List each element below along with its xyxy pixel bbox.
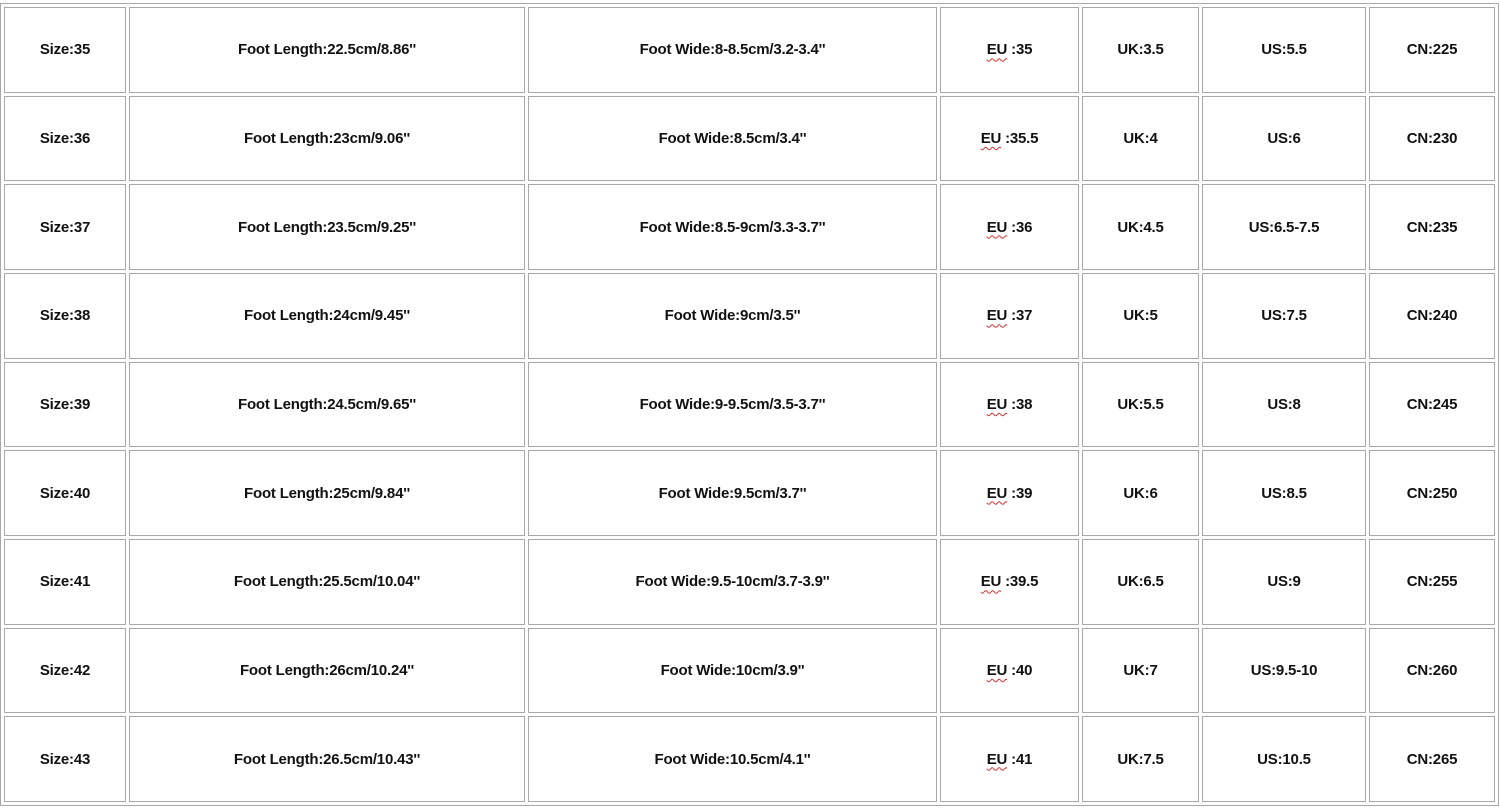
eu-value: :35.5: [1001, 129, 1039, 147]
us-cell: US:8: [1202, 362, 1366, 448]
uk-cell: UK:7: [1082, 628, 1199, 714]
eu-cell: [940, 628, 1079, 714]
eu-value: :37: [1007, 307, 1033, 325]
eu-cell: [940, 362, 1079, 448]
eu-cell: [940, 273, 1079, 359]
eu-cell: [940, 7, 1079, 93]
eu-value: :38: [1007, 395, 1033, 413]
uk-cell: UK:6.5: [1082, 539, 1199, 625]
foot-length-cell: Foot Length:26cm/10.24'': [129, 628, 525, 714]
size-cell: Size:38: [4, 273, 126, 359]
cn-cell: CN:225: [1369, 7, 1495, 93]
eu-label: EU: [980, 573, 1002, 591]
foot-length-cell: Foot Length:24cm/9.45'': [129, 273, 525, 359]
uk-cell: UK:6: [1082, 450, 1199, 536]
eu-label: EU: [986, 218, 1008, 236]
size-cell: Size:37: [4, 184, 126, 270]
uk-cell: UK:4: [1082, 96, 1199, 182]
eu-cell: [940, 450, 1079, 536]
table-row: [4, 628, 1495, 714]
eu-label: EU: [986, 661, 1008, 679]
eu-value: :39: [1007, 484, 1033, 502]
foot-length-cell: Foot Length:22.5cm/8.86'': [129, 7, 525, 93]
eu-label: EU: [986, 395, 1008, 413]
table-row: [4, 184, 1495, 270]
foot-length-cell: Foot Length:25cm/9.84'': [129, 450, 525, 536]
eu-cell: [940, 184, 1079, 270]
uk-cell: UK:5: [1082, 273, 1199, 359]
foot-wide-cell: Foot Wide:10cm/3.9'': [528, 628, 937, 714]
size-cell: Size:39: [4, 362, 126, 448]
cn-cell: CN:265: [1369, 716, 1495, 802]
foot-length-cell: Foot Length:23cm/9.06'': [129, 96, 525, 182]
cn-cell: CN:260: [1369, 628, 1495, 714]
foot-wide-cell: Foot Wide:8-8.5cm/3.2-3.4'': [528, 7, 937, 93]
eu-value: :40: [1007, 661, 1033, 679]
foot-length-cell: Foot Length:23.5cm/9.25'': [129, 184, 525, 270]
cn-cell: CN:235: [1369, 184, 1495, 270]
table-row: [4, 450, 1495, 536]
table-row: [4, 716, 1495, 802]
eu-label: EU: [986, 484, 1008, 502]
eu-label: EU: [986, 307, 1008, 325]
foot-wide-cell: Foot Wide:8.5-9cm/3.3-3.7'': [528, 184, 937, 270]
foot-wide-cell: Foot Wide:9.5-10cm/3.7-3.9'': [528, 539, 937, 625]
size-cell: Size:36: [4, 96, 126, 182]
size-cell: Size:42: [4, 628, 126, 714]
uk-cell: UK:7.5: [1082, 716, 1199, 802]
foot-length-cell: Foot Length:26.5cm/10.43'': [129, 716, 525, 802]
eu-cell: [940, 96, 1079, 182]
cn-cell: CN:255: [1369, 539, 1495, 625]
us-cell: US:6.5-7.5: [1202, 184, 1366, 270]
size-chart-table: [0, 3, 1499, 806]
us-cell: US:10.5: [1202, 716, 1366, 802]
eu-label: EU: [986, 750, 1008, 768]
us-cell: US:7.5: [1202, 273, 1366, 359]
eu-value: :35: [1007, 41, 1033, 59]
size-cell: Size:40: [4, 450, 126, 536]
table-row: [4, 96, 1495, 182]
us-cell: US:8.5: [1202, 450, 1366, 536]
foot-wide-cell: Foot Wide:9-9.5cm/3.5-3.7'': [528, 362, 937, 448]
eu-label: EU: [980, 129, 1002, 147]
cn-cell: CN:240: [1369, 273, 1495, 359]
eu-cell: [940, 716, 1079, 802]
eu-value: :36: [1007, 218, 1033, 236]
uk-cell: UK:3.5: [1082, 7, 1199, 93]
foot-wide-cell: Foot Wide:9cm/3.5'': [528, 273, 937, 359]
eu-value: :41: [1007, 750, 1033, 768]
cn-cell: CN:230: [1369, 96, 1495, 182]
uk-cell: UK:4.5: [1082, 184, 1199, 270]
us-cell: US:6: [1202, 96, 1366, 182]
table-row: [4, 539, 1495, 625]
foot-length-cell: Foot Length:24.5cm/9.65'': [129, 362, 525, 448]
us-cell: US:5.5: [1202, 7, 1366, 93]
us-cell: US:9: [1202, 539, 1366, 625]
size-cell: Size:35: [4, 7, 126, 93]
us-cell: US:9.5-10: [1202, 628, 1366, 714]
foot-length-cell: Foot Length:25.5cm/10.04'': [129, 539, 525, 625]
table-row: [4, 7, 1495, 93]
size-cell: Size:41: [4, 539, 126, 625]
eu-label: EU: [986, 41, 1008, 59]
cn-cell: CN:250: [1369, 450, 1495, 536]
table-row: [4, 273, 1495, 359]
foot-wide-cell: Foot Wide:8.5cm/3.4'': [528, 96, 937, 182]
uk-cell: UK:5.5: [1082, 362, 1199, 448]
cn-cell: CN:245: [1369, 362, 1495, 448]
eu-value: :39.5: [1001, 573, 1039, 591]
foot-wide-cell: Foot Wide:10.5cm/4.1'': [528, 716, 937, 802]
foot-wide-cell: Foot Wide:9.5cm/3.7'': [528, 450, 937, 536]
table-row: [4, 362, 1495, 448]
size-cell: Size:43: [4, 716, 126, 802]
eu-cell: [940, 539, 1079, 625]
